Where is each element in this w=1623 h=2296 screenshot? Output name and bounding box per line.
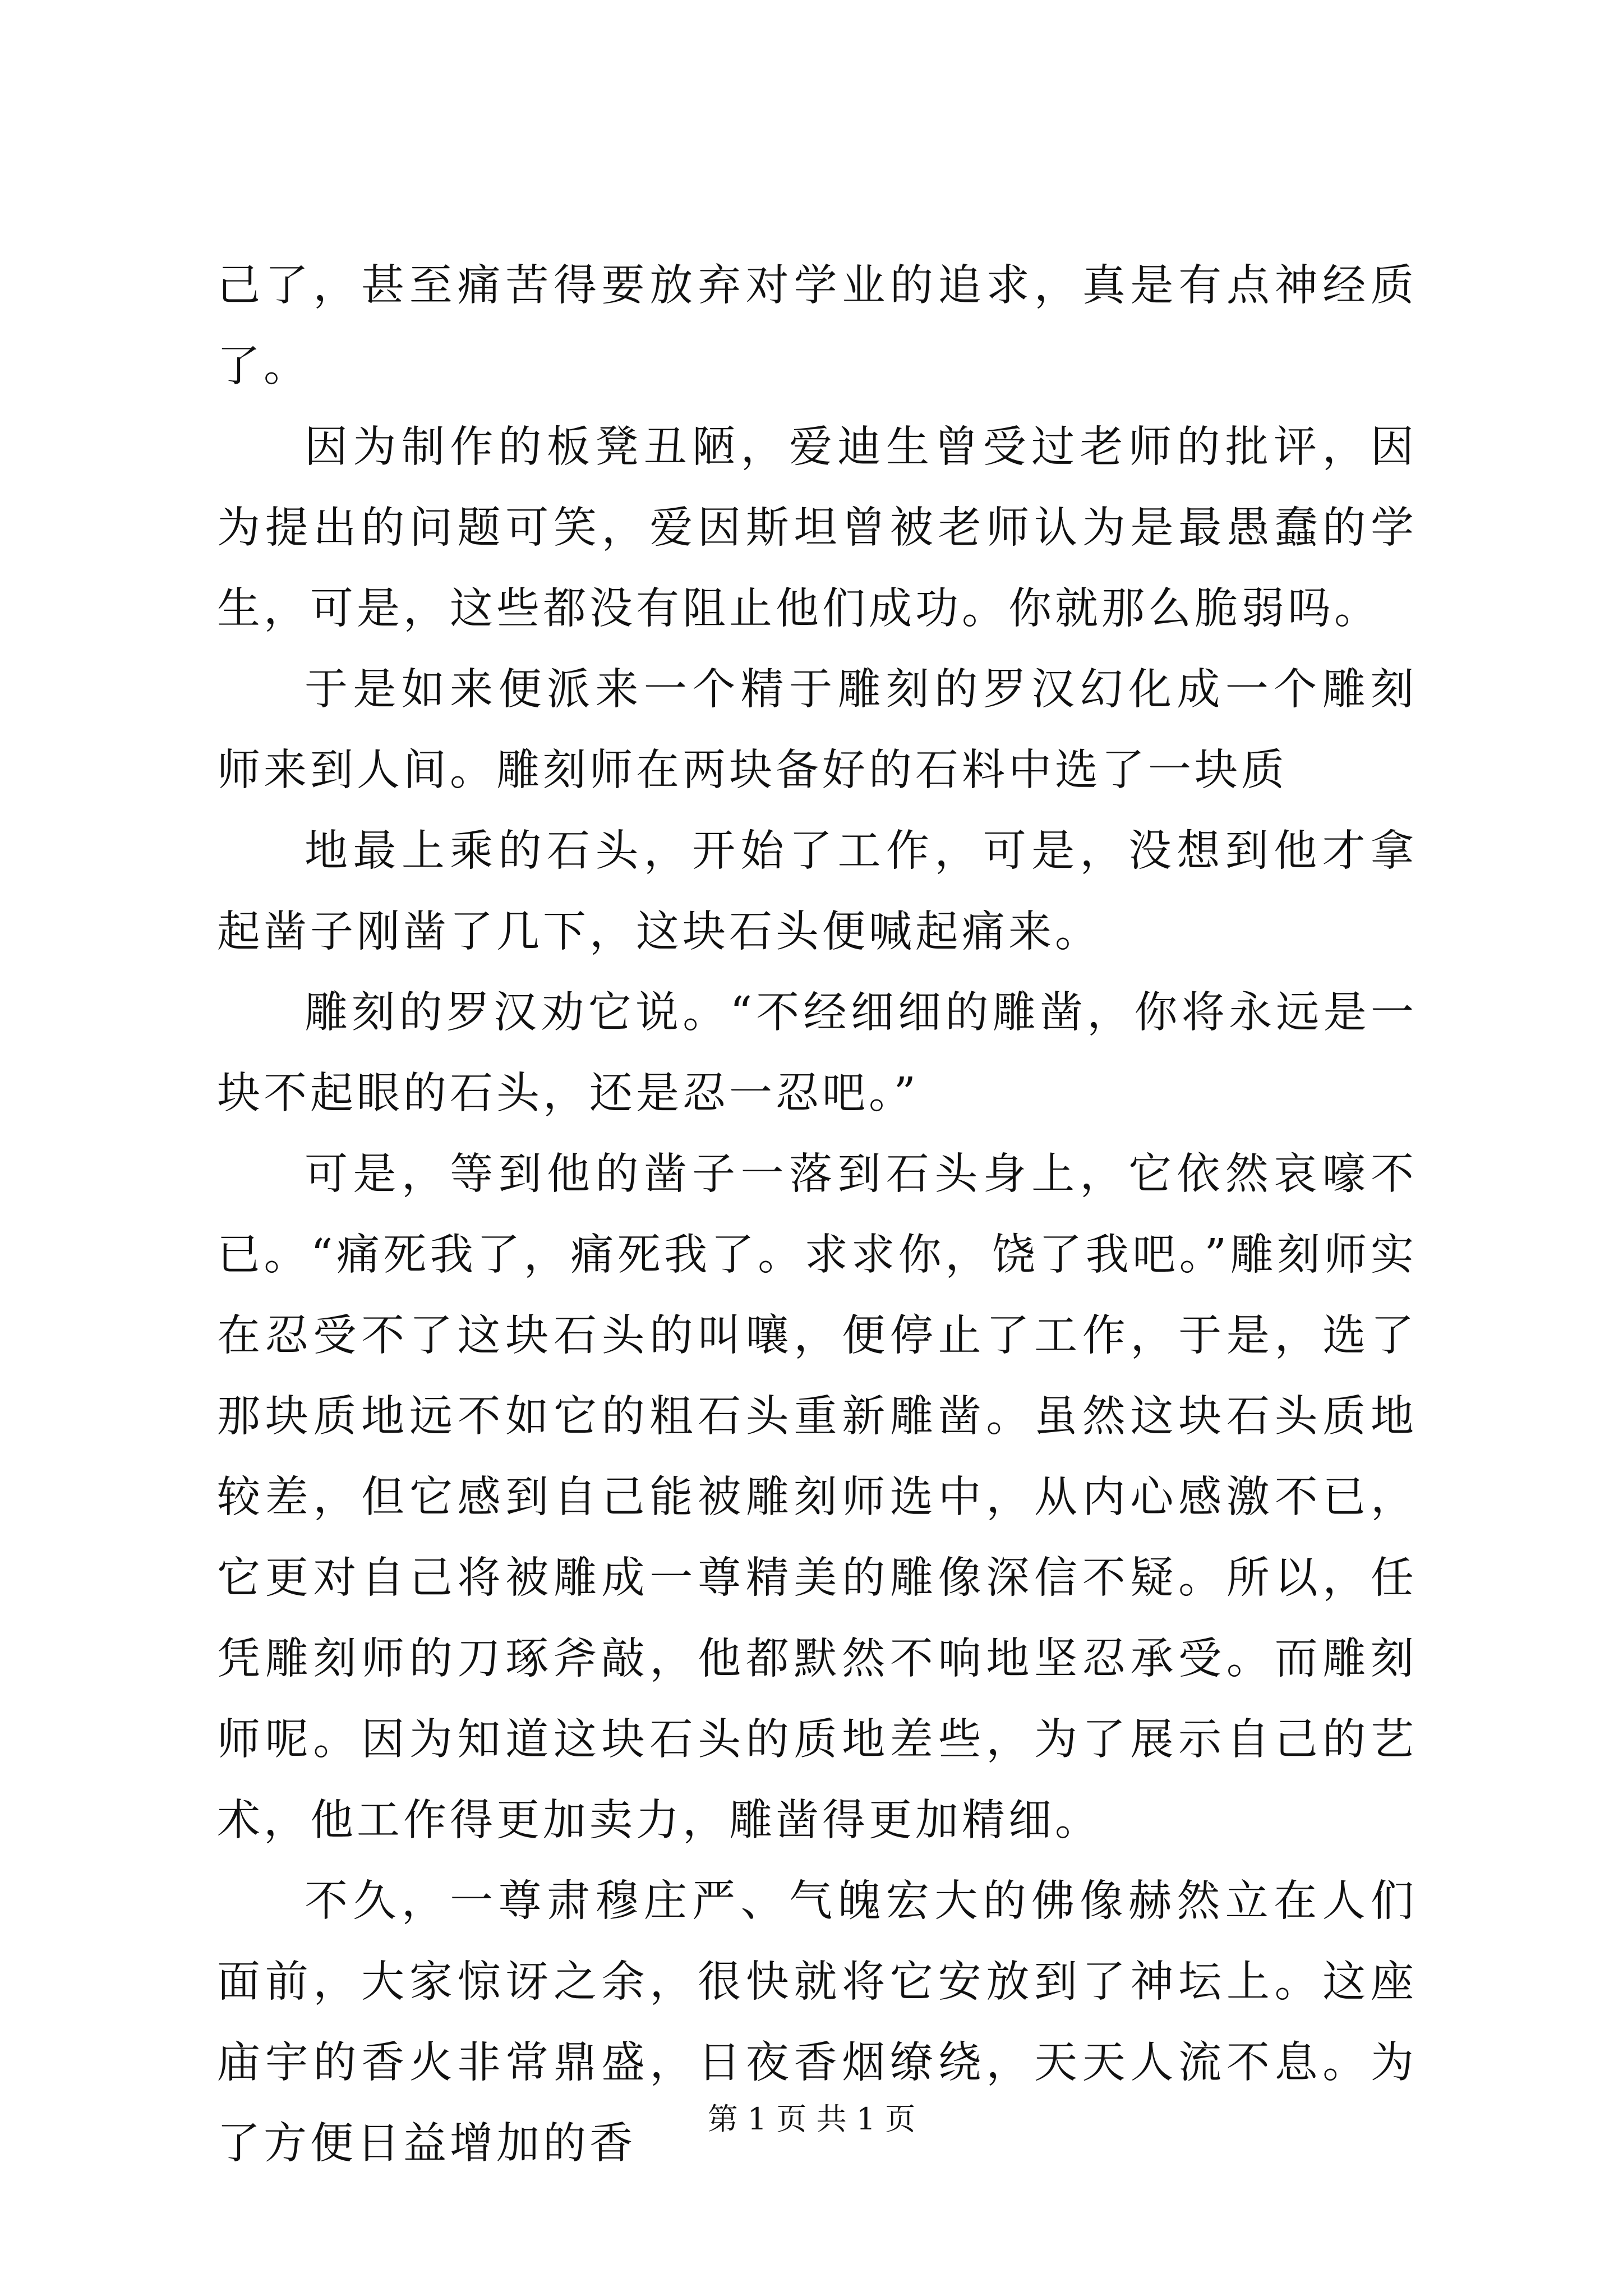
paragraph-5: 雕刻的罗汉劝它说。“不经细细的雕凿，你将永远是一块不起眼的石头，还是忍一忍吧。” <box>217 988 1417 1119</box>
paragraph-6: 可是，等到他的凿子一落到石头身上，它依然哀嚎不已。“痛死我了，痛死我了。求求你，饶了我吧。”雕刻师实在忍受不了这块石头的叫嚷，便停止了工作，于是，选了那块质地远不如它的粗石头重新雕凿。虽然这块石头质地较差，但它感到自己能被雕刻师选中，从内心感激不已，它更对自己将被雕成一尊精美的雕像深信不疑。所以，任凭雕刻师的刀琢斧敲，他都默然不响地坚忍承受。而雕刻师呢。因为知道这块石头的质地差些，为了展示自己的艺术，他工作得更加卖力，雕凿得更加精细。 <box>217 1149 1417 1846</box>
paragraph-1: 己了，甚至痛苦得要放弃对学业的追求，真是有点神经质了。 <box>217 261 1417 392</box>
page-number-label: 第 1 页 共 1 页 <box>707 2101 916 2137</box>
page-footer <box>0 2099 1623 2139</box>
paragraph-4: 地最上乘的石头，开始了工作，可是，没想到他才拿起凿子刚凿了几下，这块石头便喊起痛来。 <box>217 826 1417 957</box>
document-body <box>217 246 1417 2184</box>
paragraph-3: 于是如来便派来一个精于雕刻的罗汉幻化成一个雕刻师来到人间。雕刻师在两块备好的石料中选了一块质 <box>217 665 1417 795</box>
paragraph-7: 不久，一尊肃穆庄严、气魄宏大的佛像赫然立在人们面前，大家惊讶之余，很快就将它安放到了神坛上。这座庙宇的香火非常鼎盛，日夜香烟缭绕，天天人流不息。为了方便日益增加的香 <box>217 1876 1417 2169</box>
paragraph-2: 因为制作的板凳丑陋，爱迪生曾受过老师的批评，因为提出的问题可笑，爱因斯坦曾被老师认为是最愚蠢的学生，可是，这些都没有阻止他们成功。你就那么脆弱吗。 <box>217 422 1417 634</box>
